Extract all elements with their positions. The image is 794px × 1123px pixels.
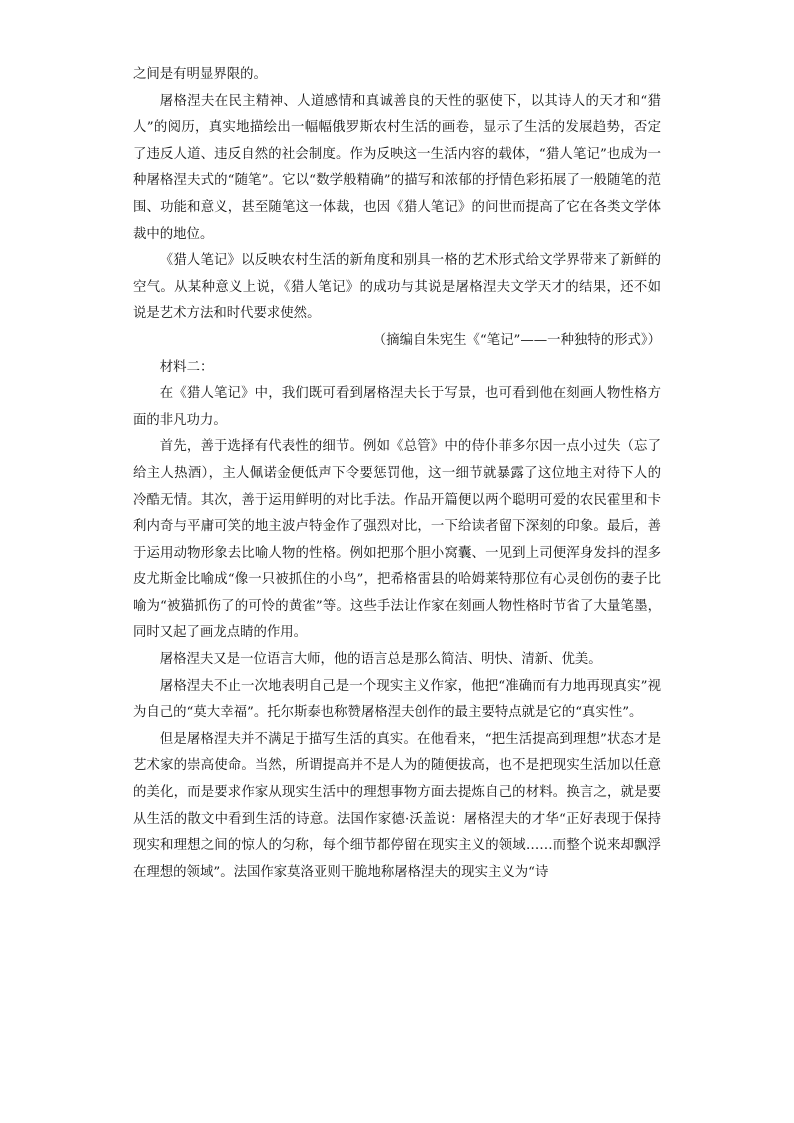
paragraph-turgenev-essay: 屠格涅夫在民主精神、人道感情和真诚善良的天性的驱使下，以其诗人的天才和“猎人”的阅历，真实地描绘出一幅幅俄罗斯农村生活的画卷，显示了生活的发展趋势，否定了违反人道、违反自然的社会制度。作为反映这一生活内容的载体，“猎人笔记”也成为一种屠格涅夫式的“随笔”。它以“数学般精确”的描写和浓郁的抒情色彩拓展了一般随笔的范围、功能和意义，甚至随笔这一体裁，也因《猎人笔记》的问世而提高了它在各类文学体裁中的地位。 (133, 93, 661, 242)
material-two-label: 材料二： (159, 359, 214, 375)
paragraph-ideal: 但是屠格涅夫并不满足于描写生活的真实。在他看来，“把生活提高到理想”状态才是艺术家的崇高使命。当然，所谓提高并不是人为的随便拔高，也不是把现实生活加以任意的美化，而是要求作家从现实生活中的理想事物方面去提炼自己的材料。换言之，就是要从生活的散文中看到生活的诗意。法国作家德·沃盖说：屠格涅夫的才华“正好表现于保持现实和理想之间的惊人的匀称，每个细节都停留在现实主义的领域……而整个说来却飘浮在理想的领域”。法国作家莫洛亚则干脆地称屠格涅夫的现实主义为“诗 (133, 731, 661, 880)
paragraph-hunters-notes-success: 《猎人笔记》以反映农村生活的新角度和别具一格的艺术形式给文学界带来了新鲜的空气。从某种意义上说，《猎人笔记》的成功与其说是屠格涅夫文学天才的结果，还不如说是艺术方法和时代要求使然。 (133, 253, 661, 322)
paragraph-character-portrayal: 在《猎人笔记》中，我们既可看到屠格涅夫长于写景，也可看到他在刻画人物性格方面的非凡功力。 (133, 386, 661, 428)
document-body (133, 62, 661, 886)
paragraph-continuation: 之间是有明显界限的。 (133, 67, 267, 82)
paragraph-language-master: 屠格涅夫又是一位语言大师，他的语言总是那么简洁、明快、清新、优美。 (159, 652, 602, 668)
paragraph-techniques: 首先，善于选择有代表性的细节。例如《总管》中的侍仆菲多尔因一点小过失（忘了给主人热酒），主人佩诺金便低声下令要惩罚他，这一细节就暴露了这位地主对待下人的冷酷无情。其次，善于运用鲜明的对比手法。作品开篇便以两个聪明可爱的农民霍里和卡利内奇与平庸可笑的地主波卢特金作了强烈对比，一下给读者留下深刻的印象。最后，善于运用动物形象去比喻人物的性格。例如把那个胆小窝囊、一见到上司便浑身发抖的涅多皮尤斯金比喻成“像一只被抓住的小鸟”，把希格雷县的哈姆莱特那位有心灵创伤的妻子比喻为“被猫抓伤了的可怜的黄雀”等。这些手法让作家在刻画人物性格时节省了大量笔墨，同时又起了画龙点睛的作用。 (133, 439, 661, 641)
source-citation: （摘编自朱宪生《“笔记”——一种独特的形式》） (372, 332, 661, 348)
paragraph-realism: 屠格涅夫不止一次地表明自己是一个现实主义作家，他把“准确而有力地再现真实”视为自己的“莫大幸福”。托尔斯泰也称赞屠格涅夫创作的最主要特点就是它的“真实性”。 (133, 678, 661, 721)
